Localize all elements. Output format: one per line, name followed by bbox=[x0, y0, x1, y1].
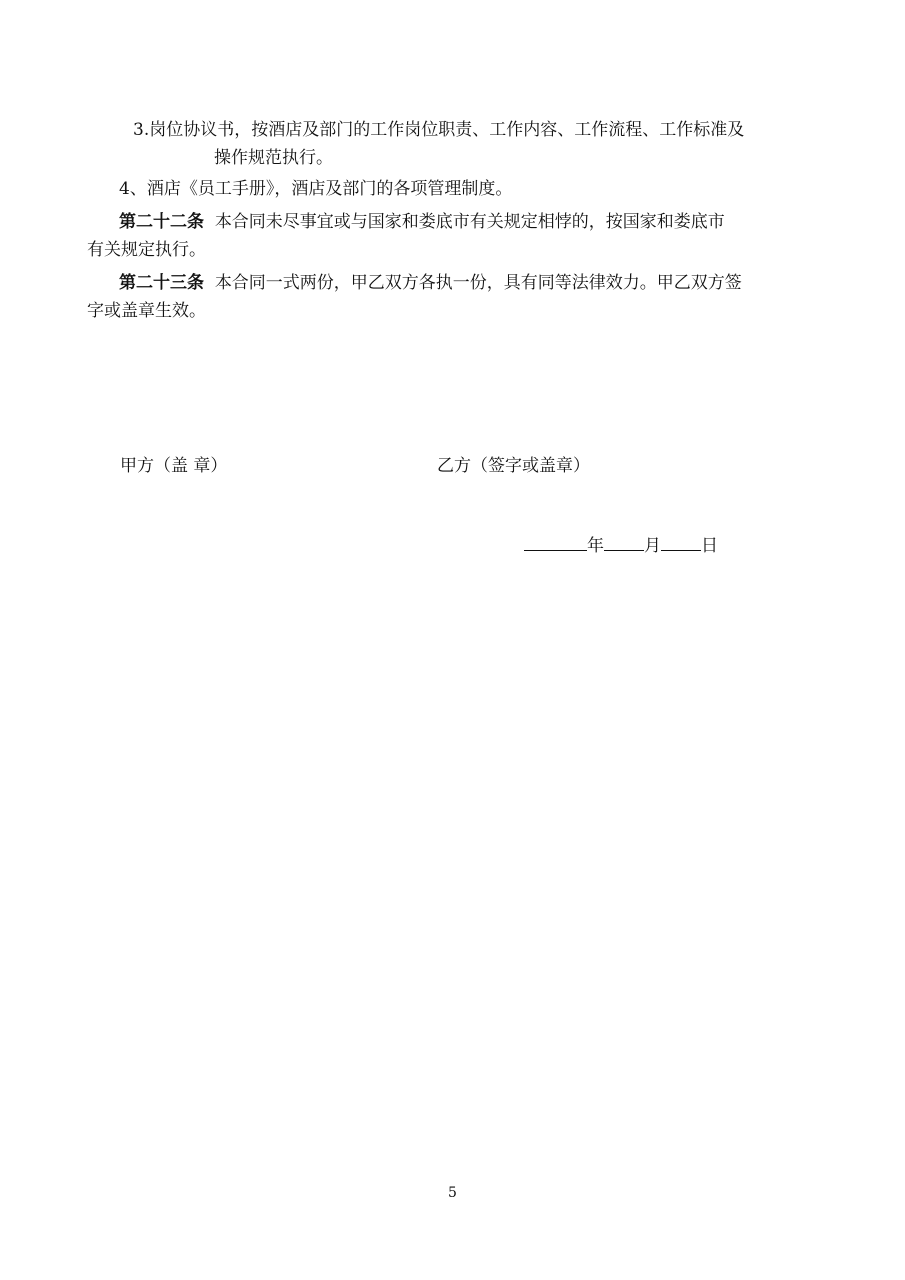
day-label: 日 bbox=[701, 536, 718, 556]
item-4: 4、酒店《员工手册》，酒店及部门的各项管理制度。 bbox=[119, 179, 513, 199]
year-label: 年 bbox=[587, 536, 604, 556]
article-22-line-2: 有关规定执行。 bbox=[87, 240, 206, 260]
article-23-line-2: 字或盖章生效。 bbox=[87, 301, 206, 321]
month-blank bbox=[604, 532, 644, 551]
article-23-line-1 bbox=[119, 270, 742, 296]
year-blank bbox=[524, 532, 587, 551]
article-23-text: 本合同一式两份，甲乙双方各执一份，具有同等法律效力。甲乙双方签 bbox=[214, 273, 742, 293]
day-blank bbox=[661, 532, 701, 551]
article-22-line-1 bbox=[119, 209, 725, 235]
date-line bbox=[524, 532, 718, 559]
month-label: 月 bbox=[644, 536, 661, 556]
article-22-title: 第二十二条 bbox=[119, 212, 204, 232]
page-number: 5 bbox=[448, 1185, 457, 1201]
party-a-signature-label: 甲方（盖 章） bbox=[120, 456, 228, 476]
article-22-text: 本合同未尽事宜或与国家和娄底市有关规定相悖的，按国家和娄底市 bbox=[214, 212, 725, 232]
item-3-line-1: 3.岗位协议书，按酒店及部门的工作岗位职责、工作内容、工作流程、工作标准及 bbox=[133, 120, 745, 140]
article-23-title: 第二十三条 bbox=[119, 273, 204, 293]
party-b-signature-label: 乙方（签字或盖章） bbox=[437, 456, 590, 476]
item-3-line-2: 操作规范执行。 bbox=[214, 148, 333, 168]
